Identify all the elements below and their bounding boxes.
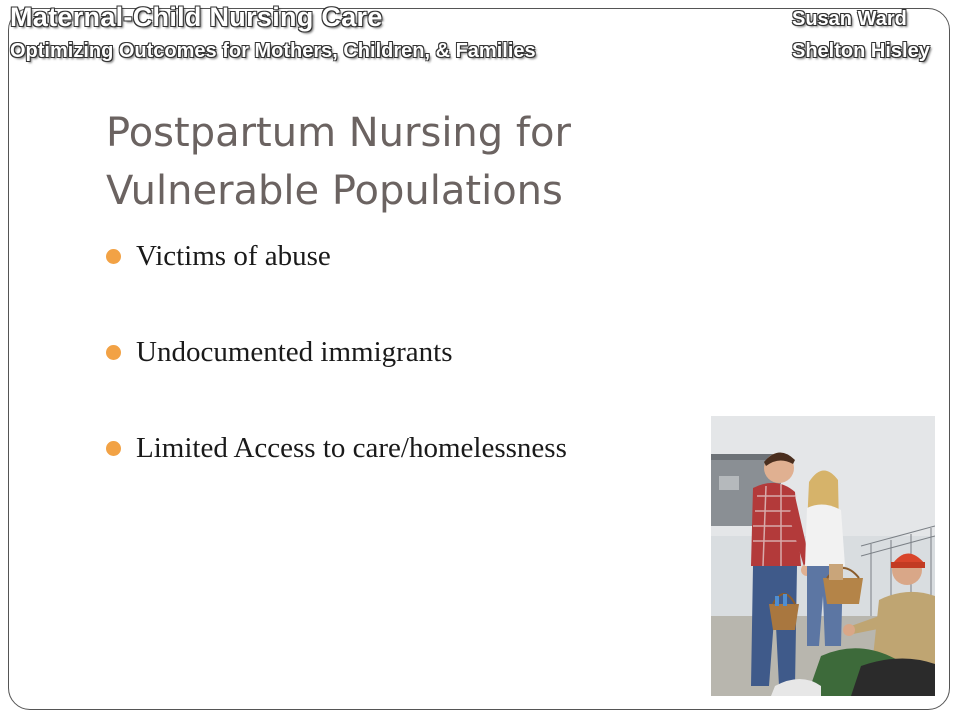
bullet-list	[104, 236, 567, 524]
slide-title: Postpartum Nursing for Vulnerable Populations	[106, 110, 571, 214]
bullet-text: Undocumented immigrants	[136, 336, 453, 368]
volunteers-photo	[711, 416, 935, 696]
book-title: Maternal-Child Nursing Care	[10, 2, 383, 32]
bullet-dot-icon	[106, 441, 121, 456]
bullet-text: Victims of abuse	[136, 240, 331, 272]
bullet-item	[104, 428, 567, 524]
bullet-dot-icon	[106, 249, 121, 264]
bullet-item	[104, 332, 567, 428]
author-2: Shelton Hisley	[792, 40, 930, 62]
bullet-dot-icon	[106, 345, 121, 360]
bullet-item	[104, 236, 567, 332]
book-subtitle: Optimizing Outcomes for Mothers, Children, & Families	[10, 40, 536, 62]
bullet-text: Limited Access to care/homelessness	[136, 432, 567, 464]
author-1: Susan Ward	[792, 8, 907, 30]
